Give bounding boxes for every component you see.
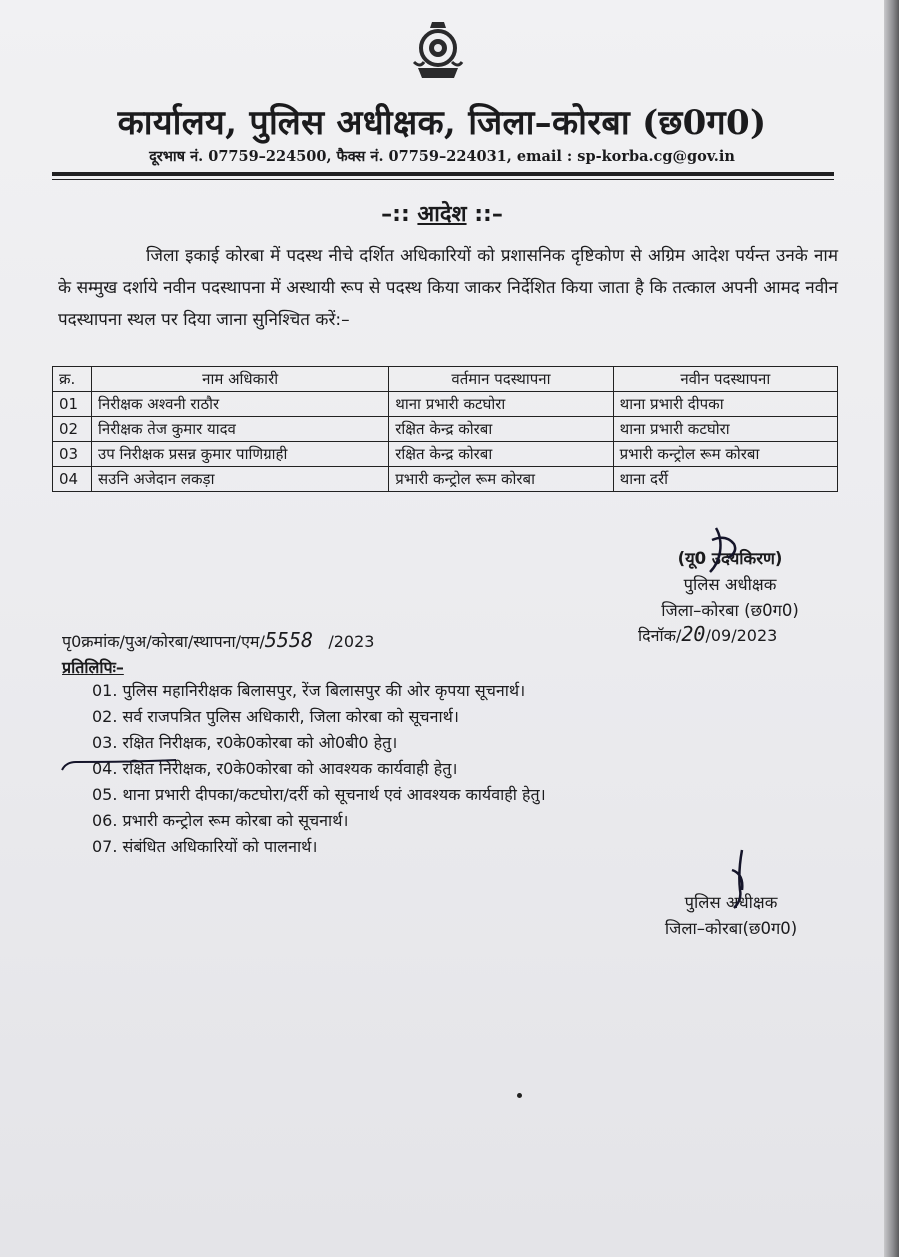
copy-to-label: प्रतिलिपिः– — [62, 658, 124, 677]
list-item: 07. संबंधित अधिकारियों को पालनार्थ। — [92, 837, 318, 856]
new-posting-cell: थाना प्रभारी दीपका — [613, 392, 837, 417]
signature-block-2 — [646, 890, 816, 942]
copy-to-list — [92, 678, 546, 860]
officer-name-cell: निरीक्षक अश्वनी राठौर — [92, 392, 389, 417]
list-item: 04. रक्षित निरीक्षक, र0के0कोरबा को आवश्यक कार्यवाही हेतु। — [92, 759, 458, 778]
header-officer-name: नाम अधिकारी — [92, 367, 389, 392]
current-posting-cell: रक्षित केन्द्र कोरबा — [389, 442, 613, 467]
table-row — [53, 467, 838, 492]
signatory-name: (यू0 उदयकिरण) — [677, 549, 783, 568]
current-posting-cell: थाना प्रभारी कटघोरा — [389, 392, 613, 417]
reference-handwritten-number: 5558 — [264, 628, 314, 652]
date-handwritten-day: 20 — [681, 622, 706, 646]
serial-cell: 03 — [53, 442, 92, 467]
order-date — [638, 622, 777, 646]
order-heading-title: आदेश — [417, 202, 467, 227]
order-heading-prefix: –:: — [381, 202, 418, 227]
header-current-posting: वर्तमान पदस्थापना — [389, 367, 613, 392]
reference-year: /2023 — [328, 632, 375, 651]
signatory-district: जिला–कोरबा(छ0ग0) — [664, 919, 798, 938]
table-row — [53, 392, 838, 417]
reference-text: पृ0क्रमांक/पुअ/कोरबा/स्थापना/एम/ — [62, 632, 265, 651]
officer-name-cell: निरीक्षक तेज कुमार यादव — [92, 417, 389, 442]
reference-number — [62, 628, 374, 652]
list-item: 01. पुलिस महानिरीक्षक बिलासपुर, रेंज बिलासपुर की ओर कृपया सूचनार्थ। — [92, 681, 526, 700]
signatory-designation: पुलिस अधीक्षक — [684, 893, 778, 912]
current-posting-cell: रक्षित केन्द्र कोरबा — [389, 417, 613, 442]
header-new-posting: नवीन पदस्थापना — [613, 367, 837, 392]
officers-table — [52, 366, 838, 492]
list-item: 06. प्रभारी कन्ट्रोल रूम कोरबा को सूचनार्थ। — [92, 811, 349, 830]
list-item: 05. थाना प्रभारी दीपका/कटघोरा/दर्री को सूचनार्थ एवं आवश्यक कार्यवाही हेतु। — [92, 785, 546, 804]
table-header-row — [53, 367, 838, 392]
page-edge-shadow — [884, 0, 899, 1257]
header-rule — [52, 172, 834, 176]
header-rule-thin — [52, 179, 834, 180]
order-body-paragraph: जिला इकाई कोरबा में पदस्थ नीचे दर्शित अधिकारियों को प्रशासनिक दृष्टिकोण से अग्रिम आदेश पर्यन्त उनके नाम के सम्मुख दर्शाये नवीन पदस्थापना में अस्थायी रूप से पदस्थ किया जाकर निर्देशित किया जाता है कि तत्काल अपनी आमद नवीन पदस्थापना स्थल पर दिया जाना सुनिश्चित करें:– — [58, 246, 838, 330]
new-posting-cell: प्रभारी कन्ट्रोल रूम कोरबा — [613, 442, 837, 467]
order-heading-suffix: ::– — [466, 202, 503, 227]
header-serial: क्र. — [53, 367, 92, 392]
date-rest: /09/2023 — [705, 626, 778, 645]
serial-cell: 02 — [53, 417, 92, 442]
serial-cell: 04 — [53, 467, 92, 492]
officer-name-cell: उप निरीक्षक प्रसन्न कुमार पाणिग्राही — [92, 442, 389, 467]
signature-block-1 — [620, 546, 840, 624]
list-item: 03. रक्षित निरीक्षक, र0के0कोरबा को ओ0बी0 हेतु। — [92, 733, 398, 752]
officer-name-cell: सउनि अजेदान लकड़ा — [92, 467, 389, 492]
current-posting-cell: प्रभारी कन्ट्रोल रूम कोरबा — [389, 467, 613, 492]
serial-cell: 01 — [53, 392, 92, 417]
police-emblem-icon — [410, 18, 466, 84]
contact-line: दूरभाष नं. 07759–224500, फैक्स नं. 07759–224031, email : sp-korba.cg@gov.in — [149, 148, 735, 165]
order-heading — [0, 198, 884, 228]
office-title: कार्यालय, पुलिस अधीक्षक, जिला–कोरबा (छ0ग0) — [117, 103, 767, 143]
signatory-district: जिला–कोरबा (छ0ग0) — [661, 601, 799, 620]
new-posting-cell: थाना दर्री — [613, 467, 837, 492]
table-row — [53, 417, 838, 442]
list-item: 02. सर्व राजपत्रित पुलिस अधिकारी, जिला कोरबा को सूचनार्थ। — [92, 707, 459, 726]
date-label: दिनॉक/ — [638, 626, 682, 645]
table-row — [53, 442, 838, 467]
ink-dot — [517, 1093, 522, 1098]
new-posting-cell: थाना प्रभारी कटघोरा — [613, 417, 837, 442]
signatory-designation: पुलिस अधीक्षक — [683, 575, 777, 594]
